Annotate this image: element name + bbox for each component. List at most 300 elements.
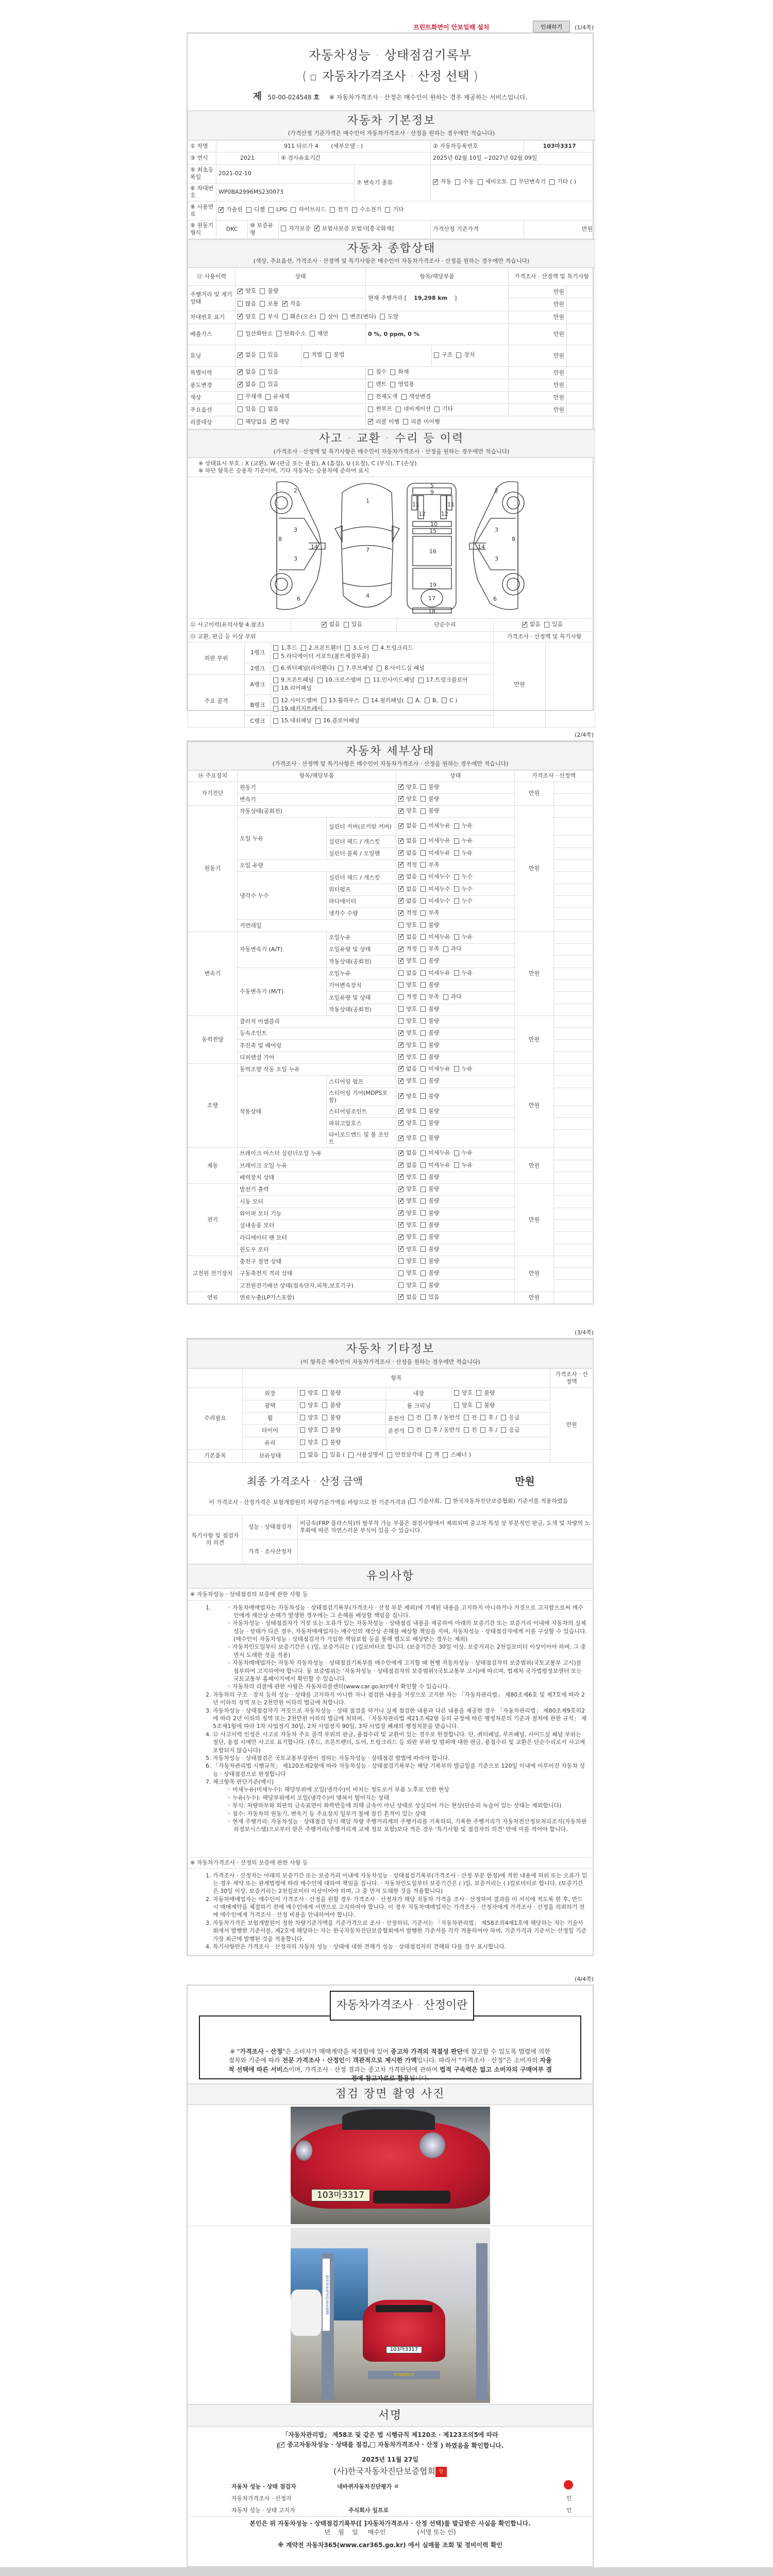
- empty-box-icon[interactable]: [421, 1136, 426, 1141]
- empty-box-icon[interactable]: [454, 886, 459, 892]
- empty-box-icon[interactable]: [421, 1258, 426, 1264]
- checkbox-option[interactable]: [443, 945, 462, 953]
- empty-box-icon[interactable]: [344, 622, 349, 628]
- checkbox-option[interactable]: [443, 993, 462, 1001]
- checkbox-option[interactable]: [421, 1042, 439, 1049]
- empty-box-icon[interactable]: [454, 1066, 459, 1072]
- checkbox-option[interactable]: [368, 393, 398, 400]
- checkbox-option[interactable]: [238, 381, 256, 388]
- checkbox-option[interactable]: [454, 897, 473, 905]
- empty-box-icon[interactable]: [300, 1390, 305, 1396]
- checked-box-icon[interactable]: [398, 1120, 404, 1126]
- empty-box-icon[interactable]: [421, 922, 426, 928]
- checkbox-option[interactable]: [454, 1149, 473, 1157]
- empty-box-icon[interactable]: [421, 934, 426, 940]
- empty-box-icon[interactable]: [455, 179, 460, 185]
- checkbox-option[interactable]: [454, 1162, 473, 1169]
- checkbox-option[interactable]: [398, 970, 417, 977]
- checkbox-option[interactable]: [421, 897, 450, 905]
- checkbox-option[interactable]: [421, 1258, 439, 1265]
- checkbox-option[interactable]: [342, 313, 376, 320]
- checkbox-option[interactable]: [238, 300, 256, 308]
- empty-box-icon[interactable]: [368, 394, 373, 400]
- checked-box-icon[interactable]: [398, 1162, 404, 1168]
- checked-box-icon[interactable]: [398, 808, 404, 814]
- checked-box-icon[interactable]: [398, 1054, 404, 1060]
- checkbox-option[interactable]: [403, 418, 440, 426]
- checkbox-option[interactable]: [390, 381, 414, 388]
- checkbox-option[interactable]: [282, 313, 316, 320]
- empty-box-icon[interactable]: [421, 823, 426, 829]
- checked-box-icon[interactable]: [398, 1234, 404, 1240]
- checkbox-option[interactable]: [421, 1282, 439, 1289]
- empty-box-icon[interactable]: [421, 1234, 426, 1240]
- empty-box-icon[interactable]: [454, 970, 459, 976]
- empty-box-icon[interactable]: [454, 934, 459, 940]
- checkbox-option[interactable]: [398, 1246, 417, 1253]
- checkbox-option[interactable]: [373, 645, 413, 652]
- empty-box-icon[interactable]: [421, 994, 426, 1000]
- checkbox-option[interactable]: [398, 993, 417, 1001]
- checkbox-option[interactable]: [522, 621, 541, 628]
- empty-box-icon[interactable]: [387, 1452, 392, 1458]
- checkbox-option[interactable]: [265, 393, 290, 400]
- empty-box-icon[interactable]: [385, 207, 390, 213]
- checkbox-option[interactable]: [330, 206, 348, 213]
- checkbox-option[interactable]: [322, 1451, 345, 1459]
- checkbox-option[interactable]: [300, 1414, 318, 1421]
- empty-box-icon[interactable]: [322, 1390, 327, 1396]
- checkbox-option[interactable]: [398, 807, 417, 815]
- checked-box-icon[interactable]: [398, 1066, 404, 1072]
- checkbox-option[interactable]: [434, 351, 452, 359]
- checkbox-option[interactable]: [398, 1134, 417, 1142]
- empty-box-icon[interactable]: [317, 677, 323, 683]
- empty-box-icon[interactable]: [443, 946, 448, 952]
- empty-box-icon[interactable]: [421, 1018, 426, 1024]
- checkbox-option[interactable]: [398, 1093, 417, 1100]
- empty-box-icon[interactable]: [421, 898, 426, 904]
- empty-box-icon[interactable]: [265, 394, 271, 400]
- checkbox-option[interactable]: [454, 934, 473, 941]
- checkbox-option[interactable]: [408, 1427, 422, 1434]
- checked-box-icon[interactable]: [271, 419, 276, 425]
- checkbox-option[interactable]: [322, 1389, 341, 1397]
- checkbox-option[interactable]: [454, 1389, 473, 1397]
- empty-box-icon[interactable]: [421, 910, 426, 916]
- empty-box-icon[interactable]: [398, 994, 404, 1000]
- checkbox-option[interactable]: [398, 1185, 417, 1193]
- empty-box-icon[interactable]: [390, 369, 395, 375]
- checked-box-icon[interactable]: [398, 898, 404, 904]
- empty-box-icon[interactable]: [345, 645, 350, 651]
- empty-box-icon[interactable]: [421, 886, 426, 892]
- checkbox-option[interactable]: [421, 1006, 439, 1013]
- empty-box-icon[interactable]: [322, 1402, 327, 1408]
- checkbox-option[interactable]: [348, 1451, 383, 1459]
- empty-box-icon[interactable]: [322, 1452, 327, 1458]
- checkbox-option[interactable]: [421, 1134, 439, 1142]
- checkbox-option[interactable]: [365, 676, 414, 684]
- checkbox-option[interactable]: [426, 1451, 440, 1459]
- checkbox-option[interactable]: [425, 1414, 460, 1421]
- checked-box-icon[interactable]: [398, 1136, 404, 1141]
- checkbox-option[interactable]: [338, 665, 373, 672]
- checkbox-option[interactable]: [421, 1197, 439, 1205]
- checkbox-option[interactable]: [421, 1210, 439, 1217]
- checkbox-option[interactable]: [421, 945, 439, 953]
- checkbox-option[interactable]: [273, 645, 297, 652]
- empty-box-icon[interactable]: [501, 1427, 506, 1433]
- checked-box-icon[interactable]: [433, 179, 438, 185]
- print-install-link[interactable]: 프린트화면이 안보일때 설치: [413, 24, 490, 31]
- checkbox-option[interactable]: [544, 621, 563, 628]
- empty-box-icon[interactable]: [421, 1078, 426, 1084]
- empty-box-icon[interactable]: [273, 653, 278, 659]
- checkbox-option[interactable]: [398, 945, 417, 953]
- checkbox-option[interactable]: [421, 1018, 439, 1025]
- checkbox-option[interactable]: [425, 1427, 460, 1434]
- checked-box-icon[interactable]: [398, 1093, 404, 1099]
- empty-box-icon[interactable]: [421, 796, 426, 802]
- checked-box-icon[interactable]: [522, 622, 527, 628]
- empty-box-icon[interactable]: [443, 1452, 448, 1458]
- checkbox-option[interactable]: [398, 922, 417, 929]
- empty-box-icon[interactable]: [260, 382, 265, 387]
- empty-box-icon[interactable]: [300, 1439, 305, 1445]
- checkbox-option[interactable]: [273, 697, 317, 704]
- checkbox-option[interactable]: [273, 717, 312, 724]
- empty-box-icon[interactable]: [320, 314, 325, 319]
- empty-box-icon[interactable]: [238, 406, 243, 412]
- checkbox-option[interactable]: [421, 922, 439, 929]
- checked-box-icon[interactable]: [398, 838, 404, 844]
- checkbox-option[interactable]: [377, 665, 425, 672]
- empty-box-icon[interactable]: [326, 352, 331, 358]
- checkbox-option[interactable]: [421, 822, 450, 829]
- empty-box-icon[interactable]: [421, 1006, 426, 1012]
- empty-box-icon[interactable]: [368, 406, 373, 412]
- checkbox-option[interactable]: [398, 981, 417, 989]
- kada-checkbox[interactable]: [445, 1498, 450, 1504]
- checkbox-option[interactable]: [421, 861, 439, 869]
- checked-box-icon[interactable]: [398, 1150, 404, 1156]
- empty-box-icon[interactable]: [425, 1415, 430, 1420]
- engineer-society-checkbox[interactable]: [410, 1498, 415, 1504]
- empty-box-icon[interactable]: [434, 352, 439, 358]
- checkbox-option[interactable]: [322, 1427, 341, 1434]
- appraisal-checkbox[interactable]: [370, 2442, 375, 2448]
- empty-box-icon[interactable]: [315, 718, 321, 724]
- checkbox-option[interactable]: [421, 1120, 439, 1127]
- empty-box-icon[interactable]: [398, 1006, 404, 1012]
- checked-box-icon[interactable]: [282, 301, 288, 307]
- empty-box-icon[interactable]: [322, 1415, 327, 1420]
- empty-box-icon[interactable]: [268, 207, 274, 213]
- checked-box-icon[interactable]: [322, 622, 327, 628]
- checkbox-option[interactable]: [398, 909, 417, 917]
- empty-box-icon[interactable]: [363, 698, 368, 703]
- checkbox-option[interactable]: [246, 206, 265, 213]
- checkbox-option[interactable]: [456, 351, 475, 359]
- empty-box-icon[interactable]: [398, 1258, 404, 1264]
- checkbox-option[interactable]: [238, 313, 256, 320]
- checkbox-option[interactable]: [398, 1197, 417, 1205]
- empty-box-icon[interactable]: [260, 301, 265, 307]
- checked-box-icon[interactable]: [398, 958, 404, 964]
- empty-box-icon[interactable]: [421, 874, 426, 880]
- checkbox-option[interactable]: [421, 957, 439, 964]
- empty-box-icon[interactable]: [454, 874, 459, 880]
- checked-box-icon[interactable]: [398, 934, 404, 940]
- checkbox-option[interactable]: [421, 1294, 439, 1301]
- checkbox-option[interactable]: [238, 393, 262, 400]
- checkbox-option[interactable]: [421, 970, 450, 977]
- empty-box-icon[interactable]: [281, 226, 286, 231]
- empty-box-icon[interactable]: [476, 1402, 481, 1408]
- checkbox-option[interactable]: [454, 822, 473, 829]
- empty-box-icon[interactable]: [480, 1415, 485, 1420]
- empty-box-icon[interactable]: [421, 1282, 426, 1288]
- checked-box-icon[interactable]: [398, 1078, 404, 1084]
- empty-box-icon[interactable]: [421, 838, 426, 844]
- empty-box-icon[interactable]: [442, 698, 447, 703]
- checkbox-option[interactable]: [476, 1389, 495, 1397]
- empty-box-icon[interactable]: [454, 823, 459, 829]
- checked-box-icon[interactable]: [398, 862, 404, 868]
- checkbox-option[interactable]: [268, 206, 287, 213]
- checkbox-option[interactable]: [398, 850, 417, 857]
- empty-box-icon[interactable]: [377, 666, 382, 671]
- empty-box-icon[interactable]: [421, 1174, 426, 1180]
- checkbox-option[interactable]: [398, 886, 417, 893]
- empty-box-icon[interactable]: [398, 982, 404, 988]
- empty-box-icon[interactable]: [342, 314, 347, 319]
- empty-box-icon[interactable]: [300, 1402, 305, 1408]
- checkbox-option[interactable]: [398, 1282, 417, 1289]
- checkbox-option[interactable]: [501, 1427, 519, 1434]
- checked-box-icon[interactable]: [238, 289, 243, 294]
- checkbox-option[interactable]: [352, 206, 382, 213]
- empty-box-icon[interactable]: [246, 207, 251, 213]
- checkbox-option[interactable]: [454, 837, 473, 844]
- checkbox-option[interactable]: [260, 368, 278, 376]
- checkbox-option[interactable]: [300, 1439, 318, 1446]
- empty-box-icon[interactable]: [322, 1439, 327, 1445]
- checkbox-option[interactable]: [345, 645, 369, 652]
- checkbox-option[interactable]: [300, 1402, 318, 1409]
- checkbox-option[interactable]: [385, 206, 404, 213]
- checkbox-option[interactable]: [398, 795, 417, 803]
- checked-box-icon[interactable]: [398, 886, 404, 892]
- checkbox-option[interactable]: [396, 405, 431, 413]
- checkbox-option[interactable]: [398, 1077, 417, 1084]
- checkbox-option[interactable]: [320, 313, 339, 320]
- checkbox-option[interactable]: [408, 697, 421, 704]
- empty-box-icon[interactable]: [426, 1452, 431, 1458]
- empty-box-icon[interactable]: [421, 1294, 426, 1300]
- empty-box-icon[interactable]: [398, 1018, 404, 1024]
- checkbox-option[interactable]: [273, 665, 334, 672]
- empty-box-icon[interactable]: [300, 1415, 305, 1420]
- checkbox-option[interactable]: [421, 1029, 439, 1037]
- empty-box-icon[interactable]: [421, 1108, 426, 1114]
- checkbox-option[interactable]: [260, 300, 278, 308]
- checked-box-icon[interactable]: [398, 1198, 404, 1204]
- empty-box-icon[interactable]: [301, 645, 306, 651]
- checkbox-option[interactable]: [421, 837, 450, 844]
- checkbox-option[interactable]: [368, 418, 399, 426]
- empty-box-icon[interactable]: [322, 1427, 327, 1433]
- empty-box-icon[interactable]: [421, 1222, 426, 1228]
- checkbox-option[interactable]: [398, 861, 417, 869]
- checkbox-option[interactable]: [368, 405, 392, 413]
- checkbox-option[interactable]: [368, 368, 386, 376]
- empty-box-icon[interactable]: [273, 645, 278, 651]
- empty-box-icon[interactable]: [421, 808, 426, 814]
- checkbox-option[interactable]: [398, 934, 417, 941]
- checkbox-option[interactable]: [421, 795, 439, 803]
- checkbox-option[interactable]: [421, 934, 450, 941]
- empty-box-icon[interactable]: [480, 1427, 485, 1433]
- checkbox-option[interactable]: [454, 1065, 473, 1073]
- empty-box-icon[interactable]: [260, 406, 265, 412]
- checkbox-option[interactable]: [455, 178, 474, 185]
- checkbox-option[interactable]: [398, 1029, 417, 1037]
- appraisal-select-checkbox[interactable]: [311, 75, 316, 80]
- checkbox-option[interactable]: [238, 418, 267, 426]
- checkbox-option[interactable]: [398, 1269, 417, 1277]
- empty-box-icon[interactable]: [330, 207, 335, 213]
- empty-box-icon[interactable]: [456, 352, 461, 358]
- empty-box-icon[interactable]: [396, 406, 401, 412]
- empty-box-icon[interactable]: [390, 382, 395, 387]
- checkbox-option[interactable]: [421, 1065, 450, 1073]
- checkbox-option[interactable]: [398, 1065, 417, 1073]
- empty-box-icon[interactable]: [368, 382, 373, 387]
- checked-box-icon[interactable]: [398, 1210, 404, 1216]
- checked-box-icon[interactable]: [238, 314, 243, 319]
- checkbox-option[interactable]: [501, 1414, 519, 1421]
- checkbox-option[interactable]: [398, 957, 417, 964]
- empty-box-icon[interactable]: [421, 970, 426, 976]
- empty-box-icon[interactable]: [238, 419, 243, 425]
- checkbox-option[interactable]: [421, 886, 450, 893]
- empty-box-icon[interactable]: [260, 314, 265, 319]
- checked-box-icon[interactable]: [398, 1030, 404, 1036]
- empty-box-icon[interactable]: [454, 1390, 459, 1396]
- empty-box-icon[interactable]: [421, 1120, 426, 1126]
- empty-box-icon[interactable]: [238, 394, 243, 400]
- empty-box-icon[interactable]: [454, 1402, 459, 1408]
- checkbox-option[interactable]: [454, 886, 473, 893]
- checked-box-icon[interactable]: [398, 1108, 404, 1114]
- checkbox-option[interactable]: [282, 300, 301, 308]
- checkbox-option[interactable]: [421, 807, 439, 815]
- checkbox-option[interactable]: [310, 330, 328, 337]
- checkbox-option[interactable]: [421, 850, 450, 857]
- checkbox-option[interactable]: [421, 1269, 439, 1277]
- empty-box-icon[interactable]: [291, 207, 296, 213]
- empty-box-icon[interactable]: [273, 686, 278, 691]
- checkbox-option[interactable]: [454, 850, 473, 857]
- checkbox-option[interactable]: [421, 909, 439, 917]
- empty-box-icon[interactable]: [421, 1042, 426, 1048]
- checkbox-option[interactable]: [363, 697, 404, 704]
- checkbox-option[interactable]: [260, 313, 278, 320]
- checkbox-option[interactable]: [408, 1414, 422, 1421]
- checkbox-option[interactable]: [281, 225, 311, 232]
- checked-box-icon[interactable]: [398, 796, 404, 802]
- empty-box-icon[interactable]: [321, 698, 326, 703]
- checkbox-option[interactable]: [260, 287, 278, 295]
- empty-box-icon[interactable]: [273, 706, 278, 711]
- checkbox-option[interactable]: [388, 1428, 405, 1435]
- checkbox-option[interactable]: [321, 697, 360, 704]
- empty-box-icon[interactable]: [421, 982, 426, 988]
- checkbox-option[interactable]: [322, 1414, 341, 1421]
- empty-box-icon[interactable]: [421, 1162, 426, 1168]
- checkbox-option[interactable]: [398, 897, 417, 905]
- checkbox-option[interactable]: [387, 1451, 422, 1459]
- empty-box-icon[interactable]: [421, 784, 426, 790]
- empty-box-icon[interactable]: [478, 179, 483, 185]
- empty-box-icon[interactable]: [408, 698, 413, 703]
- checkbox-option[interactable]: [322, 1402, 341, 1409]
- checkbox-option[interactable]: [276, 330, 306, 337]
- empty-box-icon[interactable]: [421, 1210, 426, 1216]
- print-button[interactable]: 인쇄하기: [533, 21, 570, 32]
- checked-box-icon[interactable]: [398, 1246, 404, 1252]
- checkbox-option[interactable]: [300, 1451, 318, 1459]
- checkbox-option[interactable]: [398, 873, 417, 880]
- checkbox-option[interactable]: [322, 621, 340, 628]
- checked-box-icon[interactable]: [398, 1042, 404, 1048]
- empty-box-icon[interactable]: [365, 677, 370, 683]
- checkbox-option[interactable]: [398, 1006, 417, 1013]
- empty-box-icon[interactable]: [310, 331, 315, 336]
- checkbox-option[interactable]: [480, 1427, 497, 1434]
- empty-box-icon[interactable]: [418, 677, 424, 683]
- checkbox-option[interactable]: [421, 1222, 439, 1229]
- empty-box-icon[interactable]: [421, 1150, 426, 1156]
- checkbox-option[interactable]: [464, 1414, 477, 1421]
- checkbox-option[interactable]: [260, 405, 278, 413]
- empty-box-icon[interactable]: [398, 1282, 404, 1288]
- empty-box-icon[interactable]: [380, 314, 385, 319]
- empty-box-icon[interactable]: [421, 1270, 426, 1276]
- empty-box-icon[interactable]: [464, 1415, 469, 1420]
- empty-box-icon[interactable]: [425, 698, 430, 703]
- checkbox-option[interactable]: [421, 1162, 450, 1169]
- checked-box-icon[interactable]: [219, 207, 224, 213]
- checkbox-option[interactable]: [549, 178, 576, 185]
- checkbox-option[interactable]: [238, 330, 273, 337]
- checkbox-option[interactable]: [291, 206, 326, 213]
- empty-box-icon[interactable]: [454, 850, 459, 856]
- checked-box-icon[interactable]: [398, 1222, 404, 1228]
- empty-box-icon[interactable]: [398, 1270, 404, 1276]
- checkbox-option[interactable]: [454, 970, 473, 977]
- checkbox-option[interactable]: [398, 837, 417, 844]
- empty-box-icon[interactable]: [300, 1427, 305, 1433]
- checkbox-option[interactable]: [388, 1415, 405, 1422]
- empty-box-icon[interactable]: [434, 406, 440, 412]
- empty-box-icon[interactable]: [368, 369, 373, 375]
- checkbox-option[interactable]: [421, 1093, 439, 1100]
- checkbox-option[interactable]: [300, 1389, 318, 1397]
- checkbox-option[interactable]: [344, 621, 362, 628]
